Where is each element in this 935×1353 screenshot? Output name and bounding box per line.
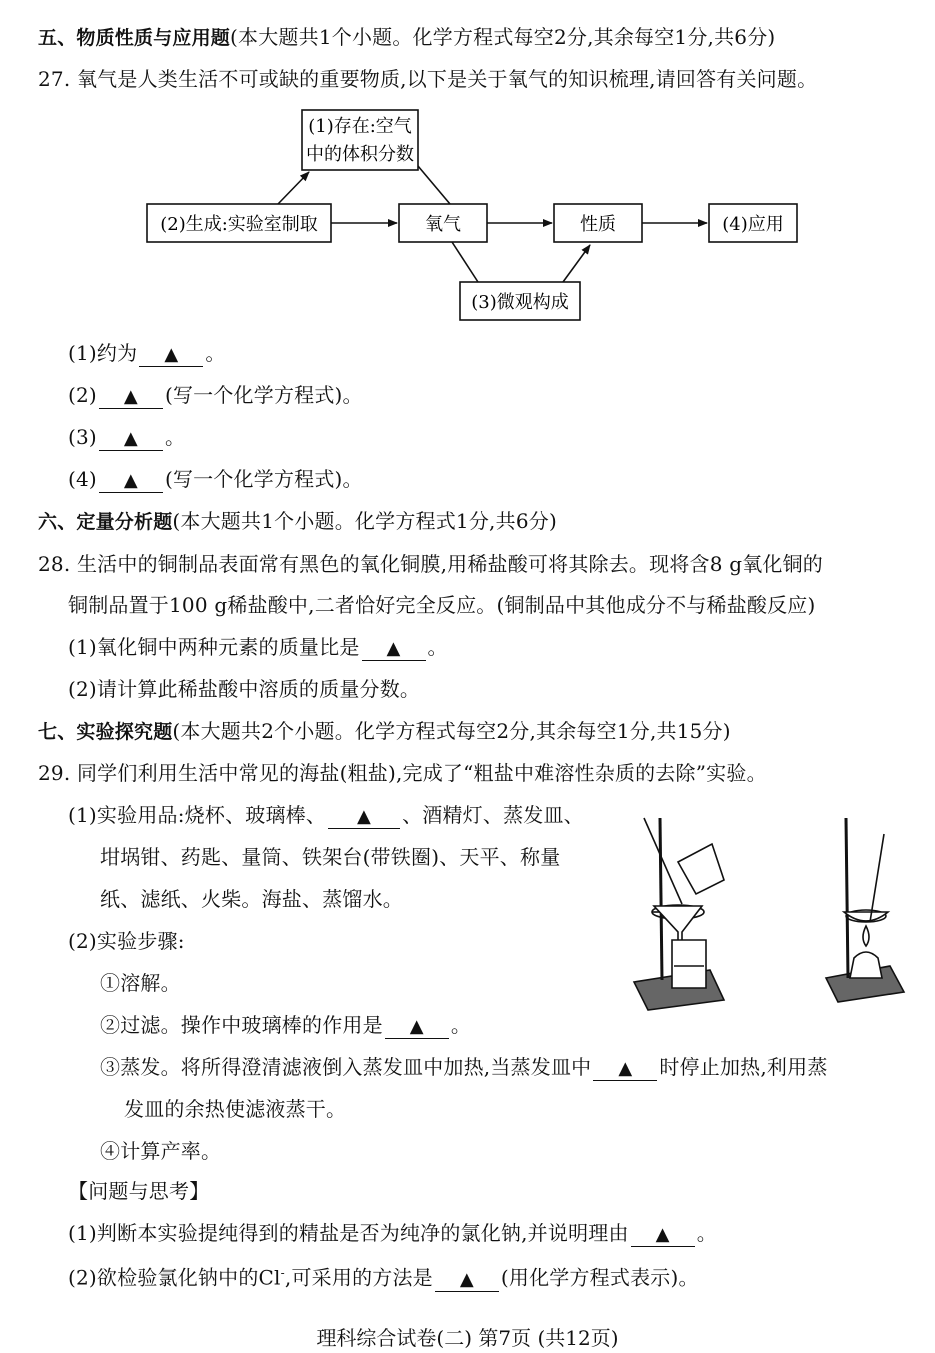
glass-rod: [644, 818, 682, 904]
answer-blank[interactable]: ▲: [631, 1224, 695, 1247]
arrow-gen-to-existence: [278, 172, 309, 204]
alcohol-lamp: [850, 952, 882, 978]
answer-blank[interactable]: ▲: [99, 470, 163, 493]
answer-blank[interactable]: ▲: [139, 344, 203, 367]
answer-blank[interactable]: ▲: [328, 806, 400, 829]
section6-title: 六、定量分析题: [38, 511, 173, 533]
answer-blank[interactable]: ▲: [362, 638, 426, 661]
arrow-micro-to-property: [563, 245, 590, 282]
q27-answer4: (4) ▲ (写一个化学方程式)。: [68, 467, 363, 491]
q27-stem: 27. 氧气是人类生活不可或缺的重要物质,以下是关于氧气的知识梳理,请回答有关问题。: [38, 67, 818, 91]
filtration-setup: [634, 818, 724, 1010]
q29-part1-line1: (1)实验用品:烧杯、玻璃棒、 ▲ 、酒精灯、蒸发皿、: [68, 803, 584, 827]
stirring-rod: [870, 834, 884, 922]
q27-answer3: (3) ▲ 。: [68, 425, 186, 449]
section5-heading: [38, 24, 775, 51]
q29-part1-line2: 坩埚钳、药匙、量筒、铁架台(带铁圈)、天平、称量: [100, 845, 561, 869]
answer-blank[interactable]: ▲: [99, 428, 163, 451]
box-existence-line1: (1)存在:空气: [308, 116, 412, 137]
answer-blank[interactable]: ▲: [593, 1058, 657, 1081]
lamp-flame: [863, 926, 869, 946]
q27-answer2: (2) ▲ (写一个化学方程式)。: [68, 383, 363, 407]
answer-blank[interactable]: ▲: [385, 1016, 449, 1039]
pouring-beaker: [678, 844, 724, 894]
box-generation-label: (2)生成:实验室制取: [160, 214, 318, 235]
section7-title: 七、实验探究题: [38, 721, 173, 743]
q29-step3-line2: 发皿的余热使滤液蒸干。: [124, 1097, 347, 1121]
box-micro-structure-label: (3)微观构成: [471, 292, 569, 313]
q28-stem-line1: 28. 生活中的铜制品表面常有黑色的氧化铜膜,用稀盐酸可将其除去。现将含8 g氧化铜的: [38, 552, 824, 576]
section7-note: (本大题共2个小题。化学方程式每空2分,其余每空1分,共15分): [172, 719, 731, 743]
page-footer: 理科综合试卷(二) 第7页 (共12页): [316, 1326, 619, 1350]
stand-rod-right: [846, 818, 848, 978]
receiving-beaker: [672, 940, 706, 988]
section6-note: (本大题共1个小题。化学方程式1分,共6分): [172, 509, 557, 533]
line-existence-to-oxygen: [418, 166, 450, 204]
q29-step3-line1: ③蒸发。将所得澄清滤液倒入蒸发皿中加热,当蒸发皿中 ▲ 时停止加热,利用蒸: [100, 1055, 828, 1079]
box-oxygen-label: 氧气: [425, 214, 461, 235]
answer-blank[interactable]: ▲: [99, 386, 163, 409]
q27-answer1: (1)约为 ▲ 。: [68, 341, 226, 365]
stand-rod-left: [660, 818, 662, 980]
q29-step2: ②过滤。操作中玻璃棒的作用是 ▲ 。: [100, 1013, 472, 1037]
lab-apparatus-figure: [620, 800, 920, 1020]
q29-step1: ①溶解。: [100, 971, 181, 995]
answer-blank[interactable]: ▲: [435, 1269, 499, 1292]
section5-note: (本大题共1个小题。化学方程式每空2分,其余每空1分,共6分): [230, 25, 776, 49]
evaporation-setup: [826, 818, 904, 1002]
q29-stem: 29. 同学们利用生活中常见的海盐(粗盐),完成了“粗盐中难溶性杂质的去除”实验。: [38, 761, 767, 785]
q29-part2: (2)实验步骤:: [68, 929, 185, 953]
q28-stem-line2: 铜制品置于100 g稀盐酸中,二者恰好完全反应。(铜制品中其他成分不与稀盐酸反应): [68, 593, 816, 617]
oxygen-knowledge-diagram: [0, 100, 935, 330]
section6-heading: [38, 508, 557, 535]
q29-part1-line3: 纸、滤纸、火柴。海盐、蒸馏水。: [100, 887, 403, 911]
box-existence-line2: 中的体积分数: [306, 144, 414, 165]
section5-title: 五、物质性质与应用题: [38, 27, 231, 49]
q29-think1: (1)判断本实验提纯得到的精盐是否为纯净的氯化钠,并说明理由 ▲ 。: [68, 1221, 717, 1245]
box-application-label: (4)应用: [722, 214, 784, 235]
line-oxygen-to-micro: [452, 242, 478, 282]
box-property-label: 性质: [580, 214, 616, 235]
q29-think-heading: 【问题与思考】: [68, 1179, 210, 1203]
section7-heading: [38, 718, 731, 745]
q28-answer1: (1)氧化铜中两种元素的质量比是 ▲ 。: [68, 635, 448, 659]
q28-answer2: (2)请计算此稀盐酸中溶质的质量分数。: [68, 677, 421, 701]
q29-step4: ④计算产率。: [100, 1139, 222, 1163]
q29-think2: (2)欲检验氯化钠中的Cl-,可采用的方法是 ▲ (用化学方程式表示)。: [68, 1265, 699, 1290]
